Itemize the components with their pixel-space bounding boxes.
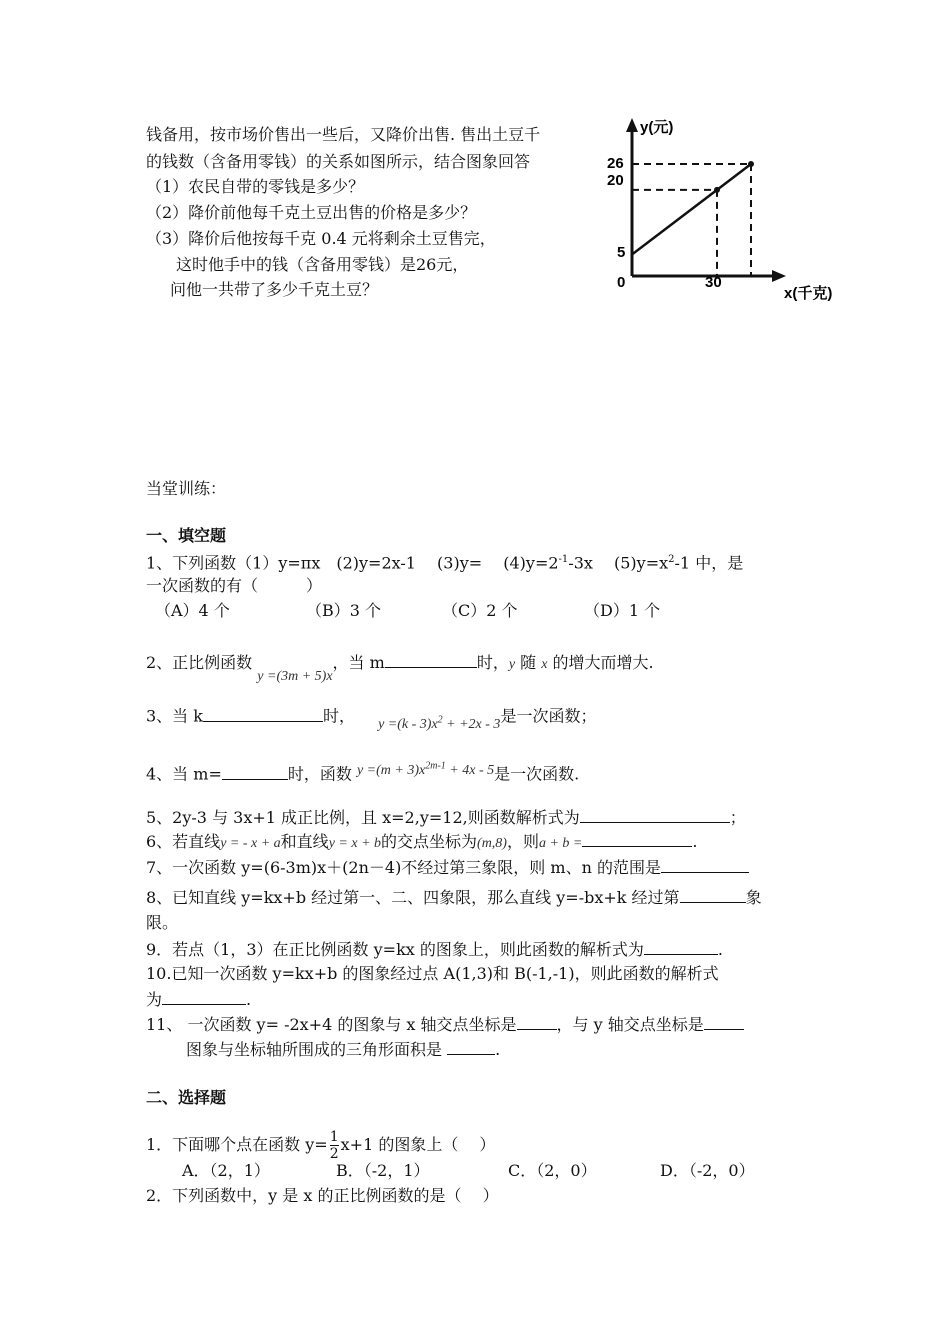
s1-q6: [146, 830, 697, 855]
x-axis-label: x(千克): [784, 285, 833, 302]
s1-q2-c: 时，: [476, 653, 509, 672]
s1-q9-a: 9．若点（1，3）在正比例函数 y=kx 的图象上，则此函数的解析式为: [146, 940, 644, 959]
s1-q6-blank[interactable]: [582, 830, 692, 847]
s1-q10: 10.已知一次函数 y=kx+b 的图象经过点 A(1,3)和 B(-1,-1)，则此函数的解析式: [146, 964, 719, 983]
s1-q10-b: 为: [146, 990, 163, 1009]
section1-title: 一、填空题: [146, 526, 227, 545]
s1-q8-blank[interactable]: [680, 886, 746, 903]
x-tick-30: 30: [705, 274, 722, 291]
problem-q3-line3: 问他一共带了多少千克土豆？: [170, 280, 379, 299]
s1-q7-text: 7、一次函数 y=(6-3m)x＋(2n－4)不经过第三象限，则 m、n 的范围是: [146, 858, 661, 877]
s1-q1-option-a: （A）4 个: [155, 601, 230, 620]
s1-q11: [146, 1013, 744, 1036]
y-tick-26: 26: [607, 155, 624, 172]
s1-q6-point: (m,8): [477, 836, 507, 851]
s1-q1-text-c: -1 中，是: [674, 553, 744, 573]
price-graph: [600, 112, 850, 312]
s1-q6-b: 和直线: [280, 832, 329, 851]
s1-q11-c: 图象与坐标轴所围成的三角形面积是: [186, 1040, 443, 1059]
x-tick-0: 0: [617, 274, 626, 291]
s1-q1-sup: -1: [558, 554, 569, 565]
problem-q1: （1）农民自带的零钱是多少？: [146, 177, 365, 196]
s1-q6-a: 6、若直线: [146, 832, 221, 851]
s1-q2: [146, 651, 654, 684]
s1-q11-blank3[interactable]: [447, 1038, 495, 1055]
s1-q8-c: 限。: [146, 913, 179, 932]
s1-q11-a: 11、 一次函数 y= -2x+4 的图象与 x 轴交点坐标是: [146, 1015, 517, 1034]
s1-q2-blank[interactable]: [385, 651, 477, 668]
s1-q3-b: 时，: [322, 706, 355, 726]
s1-q1-option-d: （D）1 个: [584, 601, 661, 620]
s1-q10-line2: [146, 988, 251, 1011]
s1-q1-sup2: 2: [668, 554, 675, 565]
y-tick-20: 20: [607, 172, 624, 189]
s1-q11-d: .: [495, 1040, 501, 1059]
s1-q6-line2: y = x + b: [328, 836, 382, 851]
s1-q5-b: ；: [729, 808, 746, 827]
s2-q1-option-d: D．（-2，0）: [660, 1161, 755, 1180]
s1-q6-c: 的交点坐标为: [381, 832, 478, 851]
s1-q6-sum: a + b =: [538, 836, 583, 851]
section2-title: 二、选择题: [146, 1088, 227, 1107]
problem-q3: （3）降价后他按每千克 0.4 元将剩余土豆售完，: [146, 229, 496, 248]
s1-q3-c: 是一次函数；: [500, 706, 597, 726]
s1-q1-line2: 一次函数的有（ ）: [146, 576, 323, 595]
s1-q10-c: .: [246, 990, 252, 1009]
series-line: [632, 164, 751, 254]
s1-q4-b: 时，函数: [287, 764, 352, 784]
s1-q6-e: .: [692, 832, 698, 851]
s1-q4-blank[interactable]: [222, 763, 288, 780]
s1-q9-blank[interactable]: [644, 938, 718, 955]
y-axis-label: y(元): [640, 119, 674, 136]
training-heading: 当堂训练：: [146, 479, 227, 498]
s1-q11-b: ，与 y 轴交点坐标是: [556, 1015, 704, 1034]
s1-q11-line2: [186, 1038, 500, 1061]
s1-q11-blank2[interactable]: [704, 1013, 744, 1030]
s1-q3: [146, 703, 596, 730]
x-axis-arrow: [772, 270, 786, 282]
s1-q1-option-b: （B）3 个: [306, 601, 382, 620]
s2-q1-b: x+1 的图象上（ ）: [340, 1135, 496, 1154]
s1-q1-text-b: -3x (5)y=x: [568, 553, 669, 573]
s1-q11-blank1[interactable]: [517, 1013, 557, 1030]
s1-q9: [146, 938, 723, 961]
s2-q1-option-b: B．（-2，1）: [336, 1161, 430, 1180]
s2-q1-option-c: C．（2，0）: [508, 1161, 597, 1180]
s1-q8: [146, 886, 762, 909]
s1-q2-b: ，当 m: [332, 653, 385, 672]
s2-q2: 2．下列函数中，y 是 x 的正比例函数的是（ ）: [146, 1186, 499, 1205]
s1-q4: [146, 761, 579, 788]
s1-q3-formula: $y =(k - 3)x^2 + +2x - 3$: [378, 714, 501, 732]
s2-q1-option-a: A．（2，1）: [182, 1161, 270, 1180]
s1-q6-d: ，则: [506, 832, 539, 851]
s2-q1-a: 1．下面哪个点在函数 y=: [146, 1135, 328, 1154]
s1-q8-b: 象: [745, 888, 762, 907]
s1-q3-a: 3、当 k: [146, 706, 203, 726]
one-half-fraction: $\frac{1}{2}$: [329, 1129, 339, 1162]
s1-q5-blank[interactable]: [580, 806, 730, 823]
s1-q4-a: 4、当 m=: [146, 764, 222, 784]
y-axis-arrow: [626, 118, 638, 132]
s1-q5: [146, 806, 746, 829]
problem-intro-line2: 的钱数（含备用零钱）的关系如图所示，结合图象回答: [146, 152, 531, 171]
s1-q2-d: 随: [515, 653, 542, 672]
s1-q1-text-a: 1、下列函数（1）y=πx (2)y=2x-1 (3)y= (4)y=2: [146, 553, 559, 573]
s1-q3-blank[interactable]: [203, 705, 323, 722]
y-tick-5: 5: [617, 244, 626, 261]
s1-q1-option-c: （C）2 个: [442, 601, 518, 620]
s1-q7-blank[interactable]: [661, 856, 749, 873]
problem-q3-line2: 这时他手中的钱（含备用零钱）是26元，: [176, 255, 469, 274]
s1-q2-a: 2、正比例函数: [146, 653, 253, 672]
s1-q4-c: 是一次函数.: [494, 764, 580, 784]
s1-q2-e: 的增大而增大.: [547, 653, 654, 672]
s1-q2-x: x: [541, 657, 548, 672]
s1-q7: [146, 856, 749, 879]
s1-q2-y: y: [508, 657, 516, 672]
problem-q2: （2）降价前他每千克土豆出售的价格是多少？: [146, 203, 477, 222]
s1-q4-formula: $y =(m + 3)x^{2m-1} + 4x - 5$: [356, 760, 495, 778]
s1-q6-line1: y = - x + a: [220, 836, 281, 851]
s1-q1-line1: [146, 549, 743, 574]
s1-q8-a: 8、已知直线 y=kx+b 经过第一、二、四象限，那么直线 y=-bx+k 经过第: [146, 888, 680, 907]
s1-q9-b: .: [717, 940, 723, 959]
s1-q5-a: 5、2y-3 与 3x+1 成正比例，且 x=2,y=12,则函数解析式为: [146, 808, 580, 827]
s1-q2-formula: y =(3m + 5)x: [257, 669, 333, 684]
s1-q10-blank[interactable]: [162, 988, 246, 1005]
problem-intro-line1: 钱备用，按市场价售出一些后，又降价出售. 售出土豆千: [146, 125, 541, 144]
